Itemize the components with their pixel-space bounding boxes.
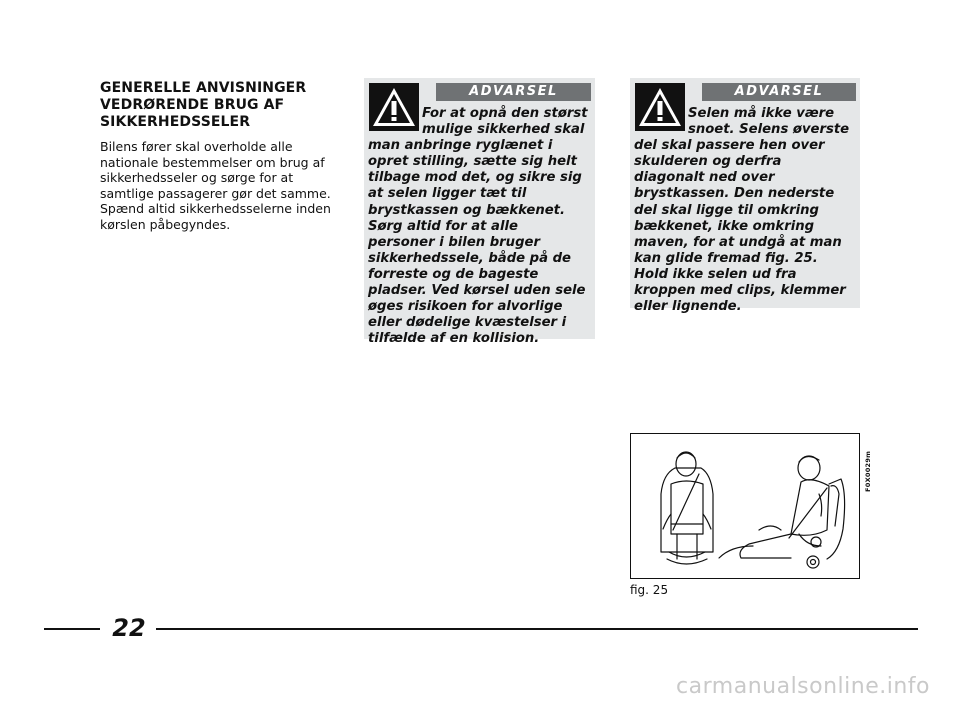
- warning-text: Selen må ikke være snoet. Selens øverste del skal passere hen over skulderen og derfra diagonalt ned over brystkassen. Den nederste del skal ligge til omkring bækkenet, ikke omkring maven, for at undgå at man kan glide fremad fig. 25. Hold ikke selen ud fra kroppen med clips, klemmer eller lignende.: [634, 106, 850, 315]
- warning-text-wrap: [368, 106, 589, 347]
- seatbelt-drawing: [631, 434, 858, 577]
- page-number: 22: [112, 614, 146, 642]
- warning-label: ADVARSEL: [436, 83, 591, 101]
- footer-rule-right: [156, 628, 918, 630]
- seatbelt-illustration: [630, 433, 860, 579]
- watermark: carmanualsonline.info: [676, 674, 930, 699]
- warning-text-wrap: [634, 106, 854, 315]
- section-title: GENERELLE ANVISNINGER VEDRØRENDE BRUG AF SIKKERHEDSSELER: [100, 80, 307, 130]
- warning-box-1: [364, 78, 595, 347]
- warning-text: For at opnå den størst mulige sikkerhed skal man anbringe ryglænet i opret stilling, sætte sig helt tilbage mod det, og sikre sig at selen ligger tæt til brystkassen og bækkenet. Sørg altid for at alle personer i bilen bruger sikkerhedssele, både på de forreste og de bageste pladser. Ved kørsel uden sele øges risikoen for alvorlige eller dødelige kvæstelser i tilfælde af en kollision.: [368, 106, 588, 347]
- figure-caption: fig. 25: [630, 583, 669, 597]
- section-body: Bilens fører skal overholde alle nationale bestemmelser om brug af sikkerhedsseler og sørge for at samtlige passagerer gør det samme. Spænd altid sikkerhedsselerne inden kørslen påbegyndes.: [100, 139, 331, 232]
- figure-code: F0X0029m: [864, 450, 872, 492]
- warning-label: ADVARSEL: [702, 83, 856, 101]
- footer-rule-left: [44, 628, 100, 630]
- general-instructions-section: [100, 80, 332, 233]
- warning-box-2: [630, 78, 860, 315]
